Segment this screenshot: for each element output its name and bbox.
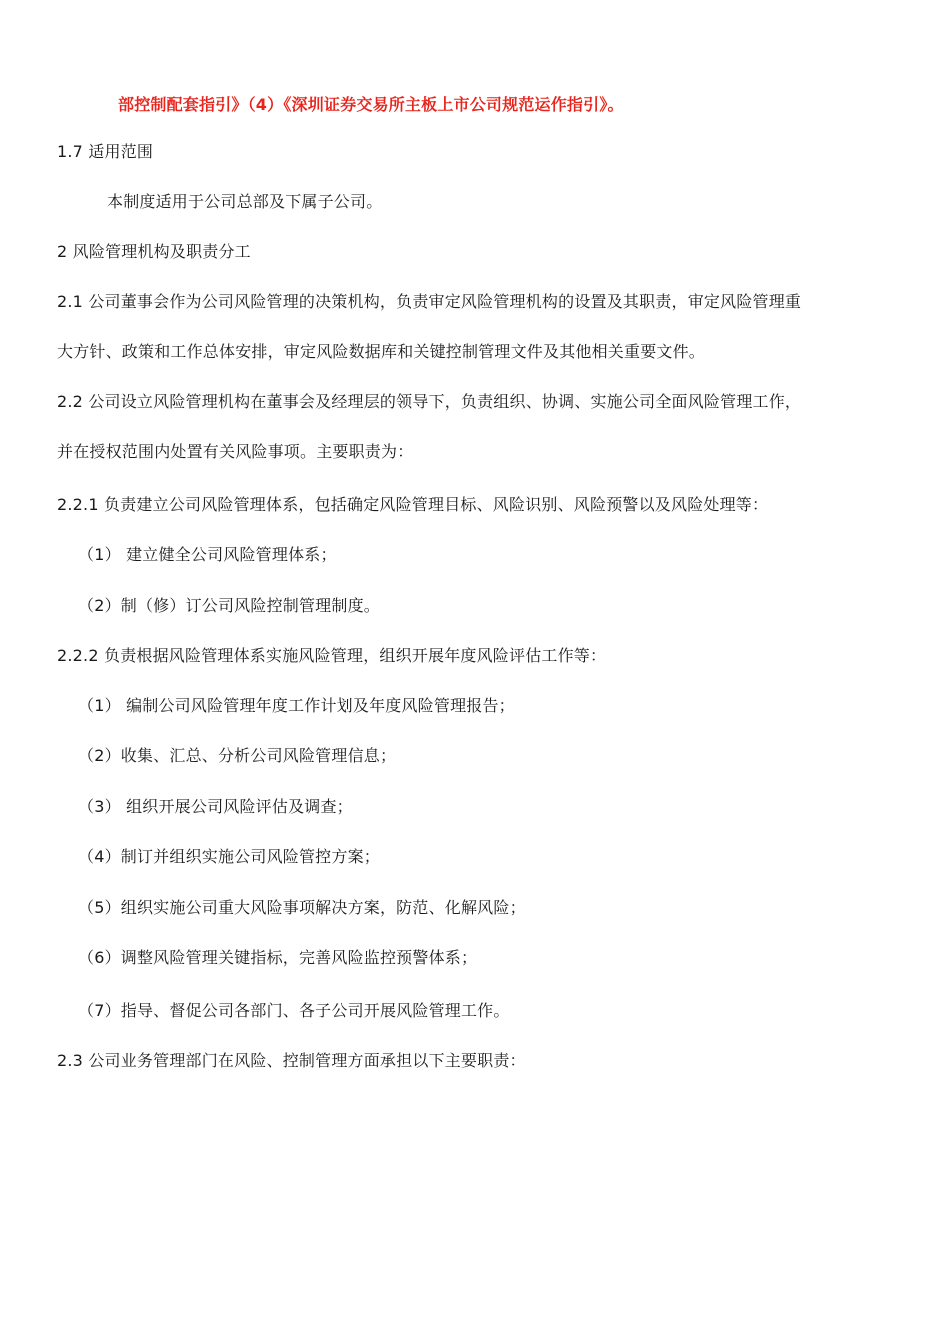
section-1-7-title: 1.7 适用范围: [57, 142, 154, 161]
list-item: （5）组织实施公司重大风险事项解决方案，防范、化解风险；: [78, 898, 526, 917]
reference-line: 部控制配套指引》（4）《深圳证券交易所主板上市公司规范运作指引》。: [118, 95, 624, 114]
section-2-3-title: 2.3 公司业务管理部门在风险、控制管理方面承担以下主要职责：: [57, 1051, 526, 1070]
list-item: （6）调整风险管理关键指标，完善风险监控预警体系；: [78, 948, 478, 967]
list-item: （2）制（修）订公司风险控制管理制度。: [78, 596, 380, 615]
section-2-2-1-title: 2.2.1 负责建立公司风险管理体系，包括确定风险管理目标、风险识别、风险预警以及风险处理等：: [57, 495, 769, 514]
list-item: （1） 编制公司风险管理年度工作计划及年度风险管理报告；: [78, 696, 515, 715]
list-item: （2）收集、汇总、分析公司风险管理信息；: [78, 746, 397, 765]
section-2-1-line-2: 大方针、政策和工作总体安排，审定风险数据库和关键控制管理文件及其他相关重要文件。: [57, 342, 706, 361]
section-2-title: 2 风险管理机构及职责分工: [57, 242, 251, 261]
section-2-2-2-title: 2.2.2 负责根据风险管理体系实施风险管理，组织开展年度风险评估工作等：: [57, 646, 607, 665]
list-item: （7）指导、督促公司各部门、各子公司开展风险管理工作。: [78, 1001, 510, 1020]
list-item: （3） 组织开展公司风险评估及调查；: [78, 797, 353, 816]
list-item: （1） 建立健全公司风险管理体系；: [78, 545, 337, 564]
section-2-1-line-1: 2.1 公司董事会作为公司风险管理的决策机构，负责审定风险管理机构的设置及其职责，审定风险管理重: [57, 292, 802, 311]
section-2-2-line-1: 2.2 公司设立风险管理机构在董事会及经理层的领导下，负责组织、协调、实施公司全面风险管理工作，: [57, 392, 802, 411]
section-1-7-body: 本制度适用于公司总部及下属子公司。: [107, 192, 383, 211]
section-2-2-line-2: 并在授权范围内处置有关风险事项。主要职责为：: [57, 442, 414, 461]
list-item: （4）制订并组织实施公司风险管控方案；: [78, 847, 380, 866]
